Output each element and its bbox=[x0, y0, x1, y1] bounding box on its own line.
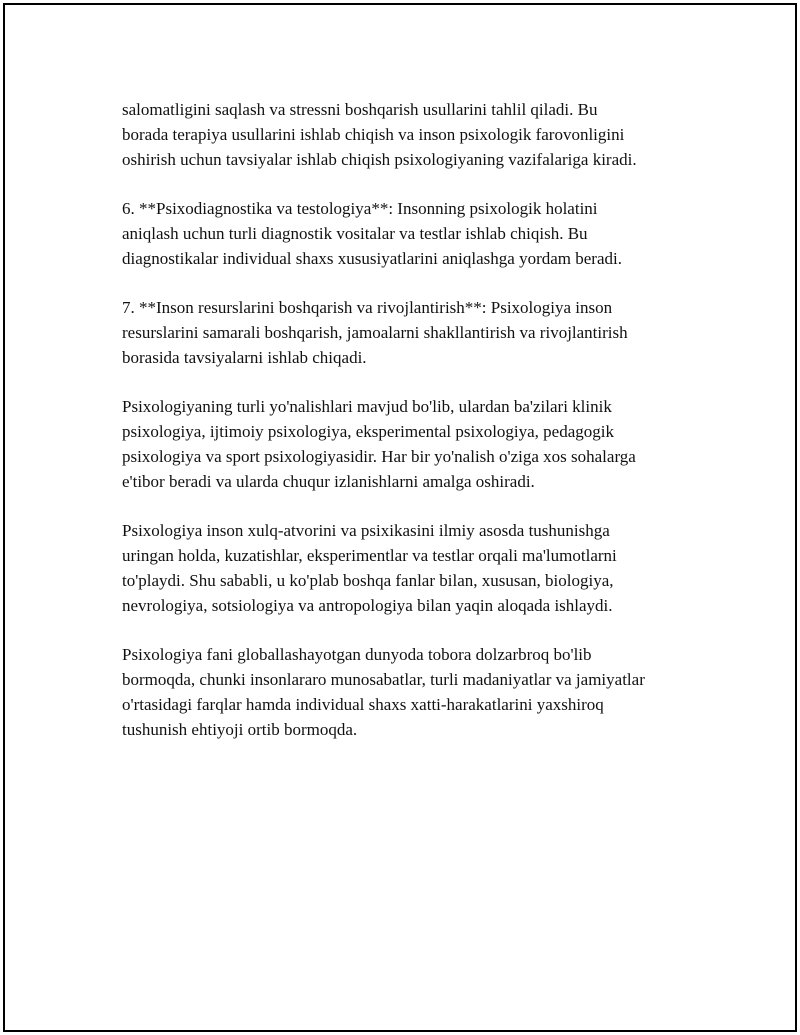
text-line: oshirish uchun tavsiyalar ishlab chiqish psixologiyaning vazifalariga kiradi. bbox=[122, 150, 637, 169]
text-line: borada terapiya usullarini ishlab chiqish va inson psixologik farovonligini bbox=[122, 125, 625, 144]
text-line: psixologiya, ijtimoiy psixologiya, eksperimental psixologiya, pedagogik bbox=[122, 422, 614, 441]
text-line: aniqlash uchun turli diagnostik vositalar va testlar ishlab chiqish. Bu bbox=[122, 224, 588, 243]
text-line: psixologiya va sport psixologiyasidir. Har bir yo'nalish o'ziga xos sohalarga bbox=[122, 447, 636, 466]
text-line: nevrologiya, sotsiologiya va antropologiya bilan yaqin aloqada ishlaydi. bbox=[122, 596, 613, 615]
paragraph-4 bbox=[122, 394, 712, 494]
document-body bbox=[122, 97, 712, 766]
paragraph-2 bbox=[122, 196, 712, 271]
text-line: to'playdi. Shu sababli, u ko'plab boshqa fanlar bilan, xususan, biologiya, bbox=[122, 571, 614, 590]
paragraph-1 bbox=[122, 97, 712, 172]
page-frame bbox=[3, 3, 797, 1032]
text-line: borasida tavsiyalarni ishlab chiqadi. bbox=[122, 348, 367, 367]
paragraph-6 bbox=[122, 642, 712, 742]
text-line: 7. **Inson resurslarini boshqarish va rivojlantirish**: Psixologiya inson bbox=[122, 298, 613, 317]
text-line: Psixologiyaning turli yo'nalishlari mavjud bo'lib, ulardan ba'zilari klinik bbox=[122, 397, 612, 416]
paragraph-3 bbox=[122, 295, 712, 370]
text-line: 6. **Psixodiagnostika va testologiya**: Insonning psixologik holatini bbox=[122, 199, 598, 218]
text-line: e'tibor beradi va ularda chuqur izlanishlarni amalga oshiradi. bbox=[122, 472, 535, 491]
text-line: salomatligini saqlash va stressni boshqarish usullarini tahlil qiladi. Bu bbox=[122, 100, 598, 119]
text-line: resurslarini samarali boshqarish, jamoalarni shakllantirish va rivojlantirish bbox=[122, 323, 628, 342]
text-line: bormoqda, chunki insonlararo munosabatlar, turli madaniyatlar va jamiyatlar bbox=[122, 670, 645, 689]
text-line: o'rtasidagi farqlar hamda individual shaxs xatti-harakatlarini yaxshiroq bbox=[122, 695, 604, 714]
text-line: tushunish ehtiyoji ortib bormoqda. bbox=[122, 720, 358, 739]
text-line: Psixologiya inson xulq-atvorini va psixikasini ilmiy asosda tushunishga bbox=[122, 521, 610, 540]
text-line: diagnostikalar individual shaxs xususiyatlarini aniqlashga yordam beradi. bbox=[122, 249, 622, 268]
text-line: Psixologiya fani globallashayotgan dunyoda tobora dolzarbroq bo'lib bbox=[122, 645, 592, 664]
paragraph-5 bbox=[122, 518, 712, 618]
text-line: uringan holda, kuzatishlar, eksperimentlar va testlar orqali ma'lumotlarni bbox=[122, 546, 617, 565]
